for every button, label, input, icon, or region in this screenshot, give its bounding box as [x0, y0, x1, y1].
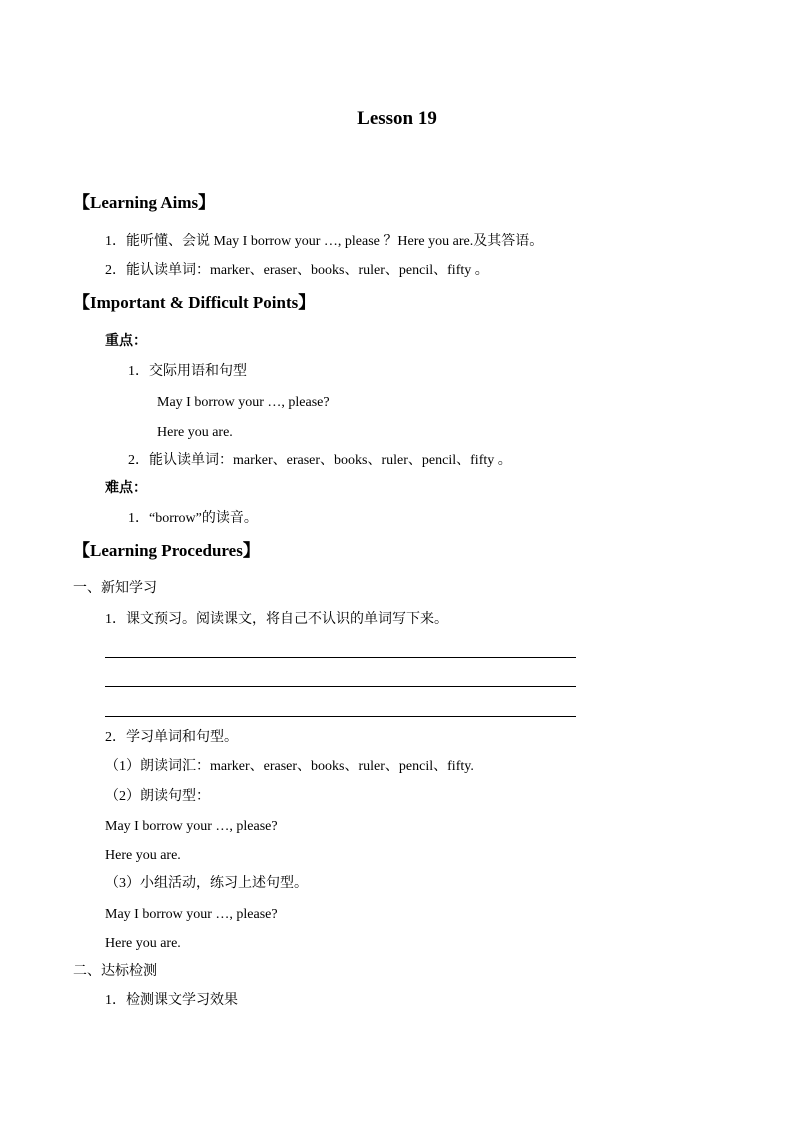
page-title: Lesson 19: [357, 108, 437, 129]
section-1-sub-1: （1）朗读词汇：marker、eraser、books、ruler、pencil、fifty.: [105, 759, 474, 774]
sub-2-sentence-1: May I borrow your …, please?: [105, 819, 278, 834]
section-2-item-1: 1．检测课文学习效果: [105, 993, 238, 1008]
key-sentence-2: Here you are.: [157, 425, 233, 440]
answer-line-3[interactable]: [105, 716, 576, 717]
section-1-sub-3: （3）小组活动，练习上述句型。: [105, 876, 308, 891]
aims-item-2: 2．能认读单词：marker、eraser、books、ruler、pencil、fifty 。: [105, 263, 489, 278]
section-1-heading: 一、新知学习: [73, 581, 157, 596]
key-sentence-1: May I borrow your …, please?: [157, 395, 330, 410]
sub-3-sentence-2: Here you are.: [105, 936, 181, 951]
key-points-label: 重点：: [105, 334, 147, 349]
key-points-item-2: 2．能认读单词：marker、eraser、books、ruler、pencil、fifty 。: [128, 453, 512, 468]
learning-aims-heading: 【Learning Aims】: [73, 193, 216, 212]
points-heading: 【Important & Difficult Points】: [73, 293, 316, 312]
aims-item-1: 1．能听懂、会说 May I borrow your …, please ？Here you are.及其答语。: [105, 234, 544, 249]
section-1-item-2: 2．学习单词和句型。: [105, 730, 238, 745]
section-2-heading: 二、达标检测: [73, 964, 157, 979]
sub-2-sentence-2: Here you are.: [105, 848, 181, 863]
sub-3-sentence-1: May I borrow your …, please?: [105, 907, 278, 922]
section-1-item-1: 1．课文预习。阅读课文，将自己不认识的单词写下来。: [105, 612, 448, 627]
answer-line-1[interactable]: [105, 657, 576, 658]
procedures-heading: 【Learning Procedures】: [73, 541, 260, 560]
key-points-item-1: 1．交际用语和句型: [128, 364, 247, 379]
answer-line-2[interactable]: [105, 686, 576, 687]
difficult-points-label: 难点：: [105, 481, 147, 496]
section-1-sub-2: （2）朗读句型：: [105, 789, 210, 804]
difficult-points-item-1: 1．“borrow”的读音。: [128, 511, 258, 526]
